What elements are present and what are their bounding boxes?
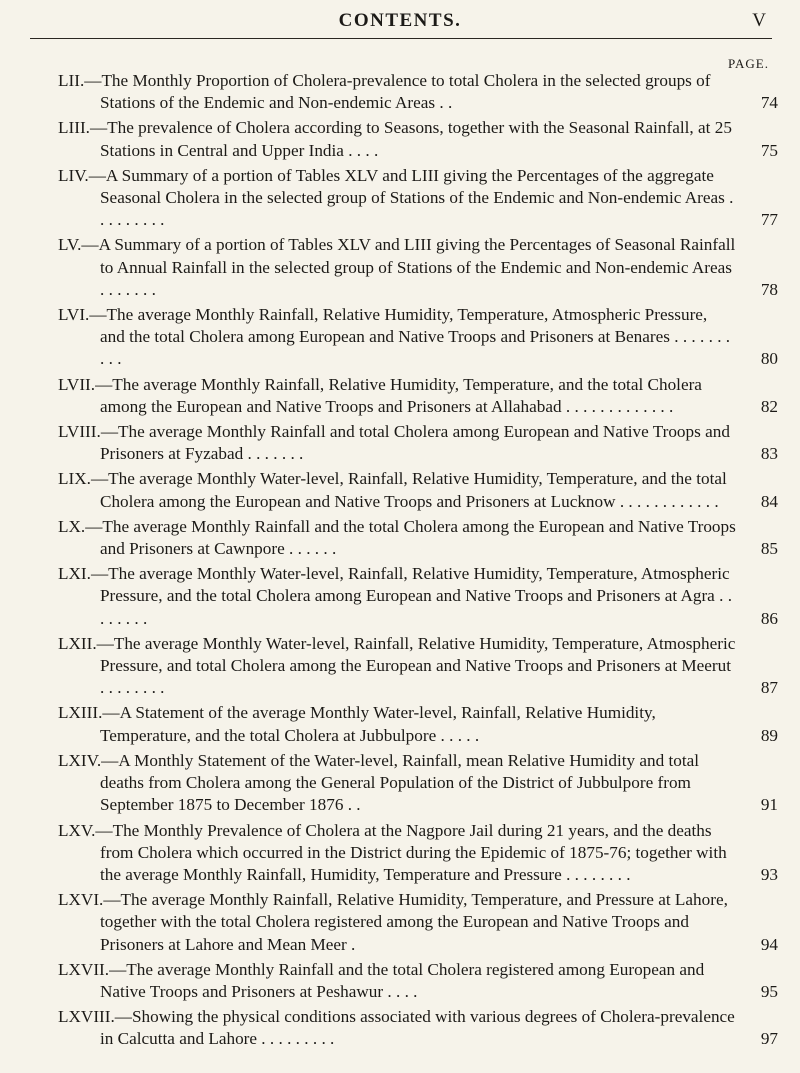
toc-entry-number: LXVI. [58, 890, 104, 910]
toc-entry-text [58, 421, 736, 465]
toc-entry-page: 89 [760, 725, 778, 745]
toc-entry-text [58, 633, 736, 700]
toc-entry-title: —The average Monthly Rainfall and the total Cholera registered among European and Native Troops and Prisoners at Peshawur . . . . [100, 959, 705, 1001]
header-rule [30, 38, 772, 39]
toc-entry-title: —Showing the physical conditions associated with various degrees of Cholera-prevalence in Calcutta and Lahore . . . . . . . . . [100, 1007, 735, 1049]
toc-entry [58, 468, 778, 512]
toc-entry [58, 1006, 778, 1050]
toc-entry-number: LXI. [58, 564, 91, 584]
toc-entry [58, 304, 778, 371]
toc-entry-text [58, 234, 736, 301]
toc-entry-title: —The average Monthly Rainfall and the total Cholera among the European and Native Troops and Prisoners at Cawnpore . . . . . . [85, 516, 736, 559]
toc-entry-text [58, 820, 736, 887]
toc-entry-page: 97 [760, 1029, 778, 1049]
page-column-label: PAGE. [727, 56, 769, 71]
toc-entry-title: —The average Monthly Rainfall, Relative Humidity, Temperature, Atmospheric Pressure, and the total Cholera among European and Native Troops and Prisoners at Benares . . . . . . . . . . [89, 305, 731, 369]
toc-entry-page: 94 [760, 934, 778, 954]
toc-entry-page: 87 [760, 678, 778, 698]
toc-entry-number: LXVIII. [58, 1007, 115, 1027]
toc-entry-page: 91 [760, 795, 778, 815]
toc-entry-title: —The average Monthly Rainfall, Relative Humidity, Temperature, and Pressure at Lahore, together with the total Cholera registered among the European and Native Troops and Prisoners at Lahore and Mean Meer . [100, 890, 728, 954]
toc-entry-page: 83 [760, 444, 778, 464]
toc-entry-page: 93 [760, 864, 778, 884]
toc-entry-title: —The Monthly Prevalence of Cholera at the Nagpore Jail during 21 years, and the deaths from Cholera which occurred in the District during the Epidemic of 1875-76; together with the average Monthly Rainfall, Humidity, Temperature and Pressure . . . . . . . . [95, 820, 727, 884]
toc-entry-number: LIX. [58, 469, 91, 489]
page-header [0, 0, 800, 40]
toc-entry-page: 84 [760, 491, 778, 511]
toc-entry-page: 95 [760, 981, 778, 1001]
toc-entry-page: 86 [760, 608, 778, 628]
toc-entry [58, 633, 778, 700]
toc-entry-title: —The prevalence of Cholera according to Seasons, together with the Seasonal Rainfall, at 25 Stations in Central and Upper India . . . . [89, 118, 732, 160]
toc-entry-text [58, 165, 736, 232]
toc-entry-text [58, 468, 736, 512]
toc-entry-number: LX. [58, 516, 86, 536]
toc-entry [58, 70, 778, 114]
toc-entry-title: —The average Monthly Rainfall, Relative Humidity, Temperature, and the total Cholera among the European and Native Troops and Prisoners at Allahabad . . . . . . . . . . . . . [95, 374, 702, 416]
toc-entry-page: 82 [760, 396, 778, 416]
page-number: V [752, 10, 766, 31]
toc-entry-page: 77 [760, 210, 778, 230]
toc-entry-number: LIV. [58, 165, 89, 185]
toc-entry-number: LXIII. [58, 703, 103, 723]
toc-entry-text [58, 117, 736, 161]
toc-entry-title: —A Monthly Statement of the Water-level, Rainfall, mean Relative Humidity and total deaths from Cholera among the General Population of the District of Jubbulpore from September 1875 to December 1876 . . [100, 750, 700, 815]
table-of-contents [58, 70, 778, 1054]
toc-entry-number: LXVII. [58, 959, 110, 979]
toc-entry-page: 80 [760, 349, 778, 369]
toc-entry-text [58, 889, 736, 956]
toc-entry-title: —The average Monthly Water-level, Rainfall, Relative Humidity, Temperature, and the total Cholera among the European and Native Troops and Prisoners at Lucknow . . . . . . . . . . . . [90, 469, 727, 511]
toc-entry [58, 750, 778, 817]
toc-entry [58, 563, 778, 630]
toc-entry-title: —A Statement of the average Monthly Water-level, Rainfall, Relative Humidity, Temperature, and the total Cholera at Jubbulpore . . . . . [100, 703, 656, 745]
toc-entry-title: —The average Monthly Water-level, Rainfall, Relative Humidity, Temperature, Atmospheric Pressure, and total Cholera among the European and Native Troops and Prisoners at Meerut . . . . . . . . [96, 633, 736, 698]
toc-entry-text [58, 70, 736, 114]
toc-entry [58, 234, 778, 301]
toc-entry-text [58, 1006, 736, 1050]
toc-entry-title: —The average Monthly Water-level, Rainfall, Relative Humidity, Temperature, Atmospheric Pressure, and the total Cholera among European and Native Troops and Prisoners at Agra . . . . . . . . [90, 564, 732, 628]
toc-entry [58, 889, 778, 956]
toc-entry-text [58, 374, 736, 418]
toc-entry [58, 820, 778, 887]
toc-entry [58, 516, 778, 560]
toc-entry-number: LXII. [58, 633, 97, 653]
toc-entry-text [58, 516, 736, 560]
toc-entry-number: LVII. [58, 374, 96, 394]
toc-entry-number: LII. [58, 71, 85, 90]
toc-entry [58, 421, 778, 465]
toc-entry-text [58, 750, 736, 817]
toc-entry-title: —The average Monthly Rainfall and total Cholera among European and Native Troops and Prisoners at Fyzabad . . . . . . . [100, 422, 730, 464]
toc-entry-number: LVI. [58, 305, 90, 325]
toc-entry-number: LIII. [58, 118, 90, 138]
toc-entry-title: —A Summary of a portion of Tables XLV and LIII giving the Percentages of the aggregate Seasonal Cholera in the selected group of Stations of the Endemic and Non-endemic Areas . . . . . . . . . [88, 165, 734, 230]
toc-entry-page: 78 [760, 279, 778, 299]
toc-entry-text [58, 959, 736, 1003]
toc-entry-title: —The Monthly Proportion of Cholera-prevalence to total Cholera in the selected groups of Stations of the Endemic and Non-endemic Areas . . [84, 71, 711, 113]
toc-entry [58, 959, 778, 1003]
toc-entry [58, 702, 778, 746]
toc-entry-text [58, 702, 736, 746]
toc-entry-text [58, 304, 736, 371]
running-title: CONTENTS. [338, 10, 462, 31]
toc-entry-title: —A Summary of a portion of Tables XLV and LIII giving the Percentages of Seasonal Rainfall to Annual Rainfall in the selected group of Stations of the Endemic and Non-endemic Areas . . . . . . . [81, 235, 736, 299]
toc-entry [58, 165, 778, 232]
toc-entry-text [58, 563, 736, 630]
toc-entry [58, 117, 778, 161]
toc-entry-page: 74 [760, 93, 778, 113]
toc-entry-number: LXIV. [58, 750, 102, 770]
toc-entry-number: LVIII. [58, 422, 101, 442]
toc-entry-number: LV. [58, 235, 82, 255]
toc-entry-number: LXV. [58, 820, 96, 840]
toc-entry-page: 85 [760, 539, 778, 559]
toc-entry-page: 75 [760, 140, 778, 160]
toc-entry [58, 374, 778, 418]
